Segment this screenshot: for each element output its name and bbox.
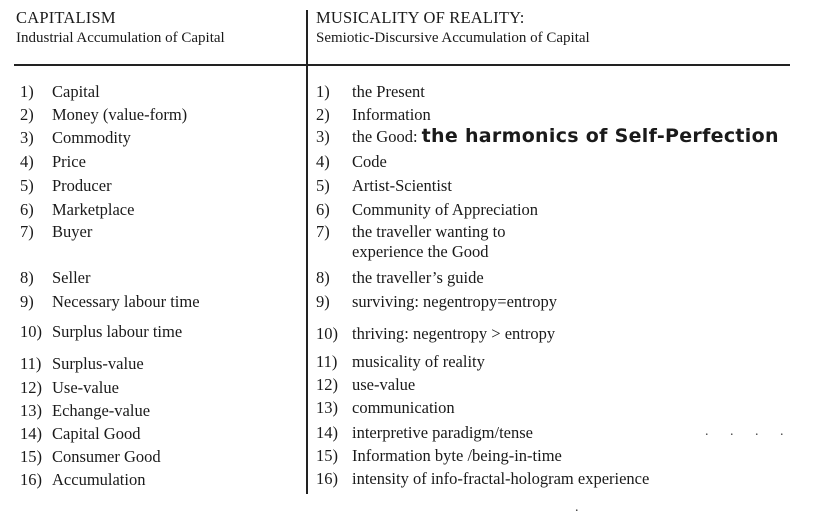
right-item-2: 2) Information [316,105,431,124]
right-item-14: 14) interpretive paradigm/tense [316,423,533,442]
header-divider [14,64,790,66]
right-item-10: 10) thriving: negentropy > entropy [316,324,556,343]
column-divider [306,10,308,494]
left-item-2: 2) Money (value-form) [20,105,188,124]
left-item-7: 7) Buyer [20,222,93,241]
left-item-5: 5) Producer [20,176,112,195]
left-item-16: 16) Accumulation [20,470,146,489]
right-item-4: 4) Code [316,152,387,171]
left-item-3: 3) Commodity [20,128,131,147]
left-item-10: 10) Surplus labour time [20,322,183,341]
left-item-14: 14) Capital Good [20,424,141,443]
left-item-1: 1) Capital [20,82,100,101]
right-header [316,8,590,48]
left-item-9: 9) Necessary labour time [20,292,200,311]
left-column-title: CAPITALISM [16,8,116,27]
left-header [16,8,225,48]
right-column-subtitle: Semiotic-Discursive Accumulation of Capital [316,30,590,46]
right-column-title: MUSICALITY OF REALITY: [316,8,525,27]
right-item-1: 1) the Present [316,82,425,101]
left-item-4: 4) Price [20,152,86,171]
stray-dots: . . . . [705,424,793,439]
left-item-12: 12) Use-value [20,378,119,397]
right-item-8: 8) the traveller’s guide [316,268,484,287]
right-item-11: 11) musicality of reality [316,352,485,371]
left-item-8: 8) Seller [20,268,91,287]
right-item-7-continued: experience the Good [352,242,489,261]
right-item-6: 6) Community of Appreciation [316,200,539,219]
right-item-3: 3) the Good: the harmonics of Self-Perfection [316,125,779,147]
right-item-9: 9) surviving: negentropy=entropy [316,292,557,311]
right-item-12: 12) use-value [316,375,416,394]
right-item-16: 16) intensity of info-fractal-hologram experience [316,469,650,488]
stray-dot: . [575,500,579,515]
highlighted-phrase: the harmonics of Self-Perfection [421,125,779,147]
right-item-5: 5) Artist-Scientist [316,176,452,195]
left-item-15: 15) Consumer Good [20,447,161,466]
right-item-13: 13) communication [316,398,455,417]
left-item-11: 11) Surplus-value [20,354,144,373]
right-item-7: 7) the traveller wanting to [316,222,506,241]
right-item-15: 15) Information byte /being-in-time [316,446,562,465]
left-item-6: 6) Marketplace [20,200,135,219]
left-column-subtitle: Industrial Accumulation of Capital [16,30,225,46]
left-item-13: 13) Echange-value [20,401,151,420]
